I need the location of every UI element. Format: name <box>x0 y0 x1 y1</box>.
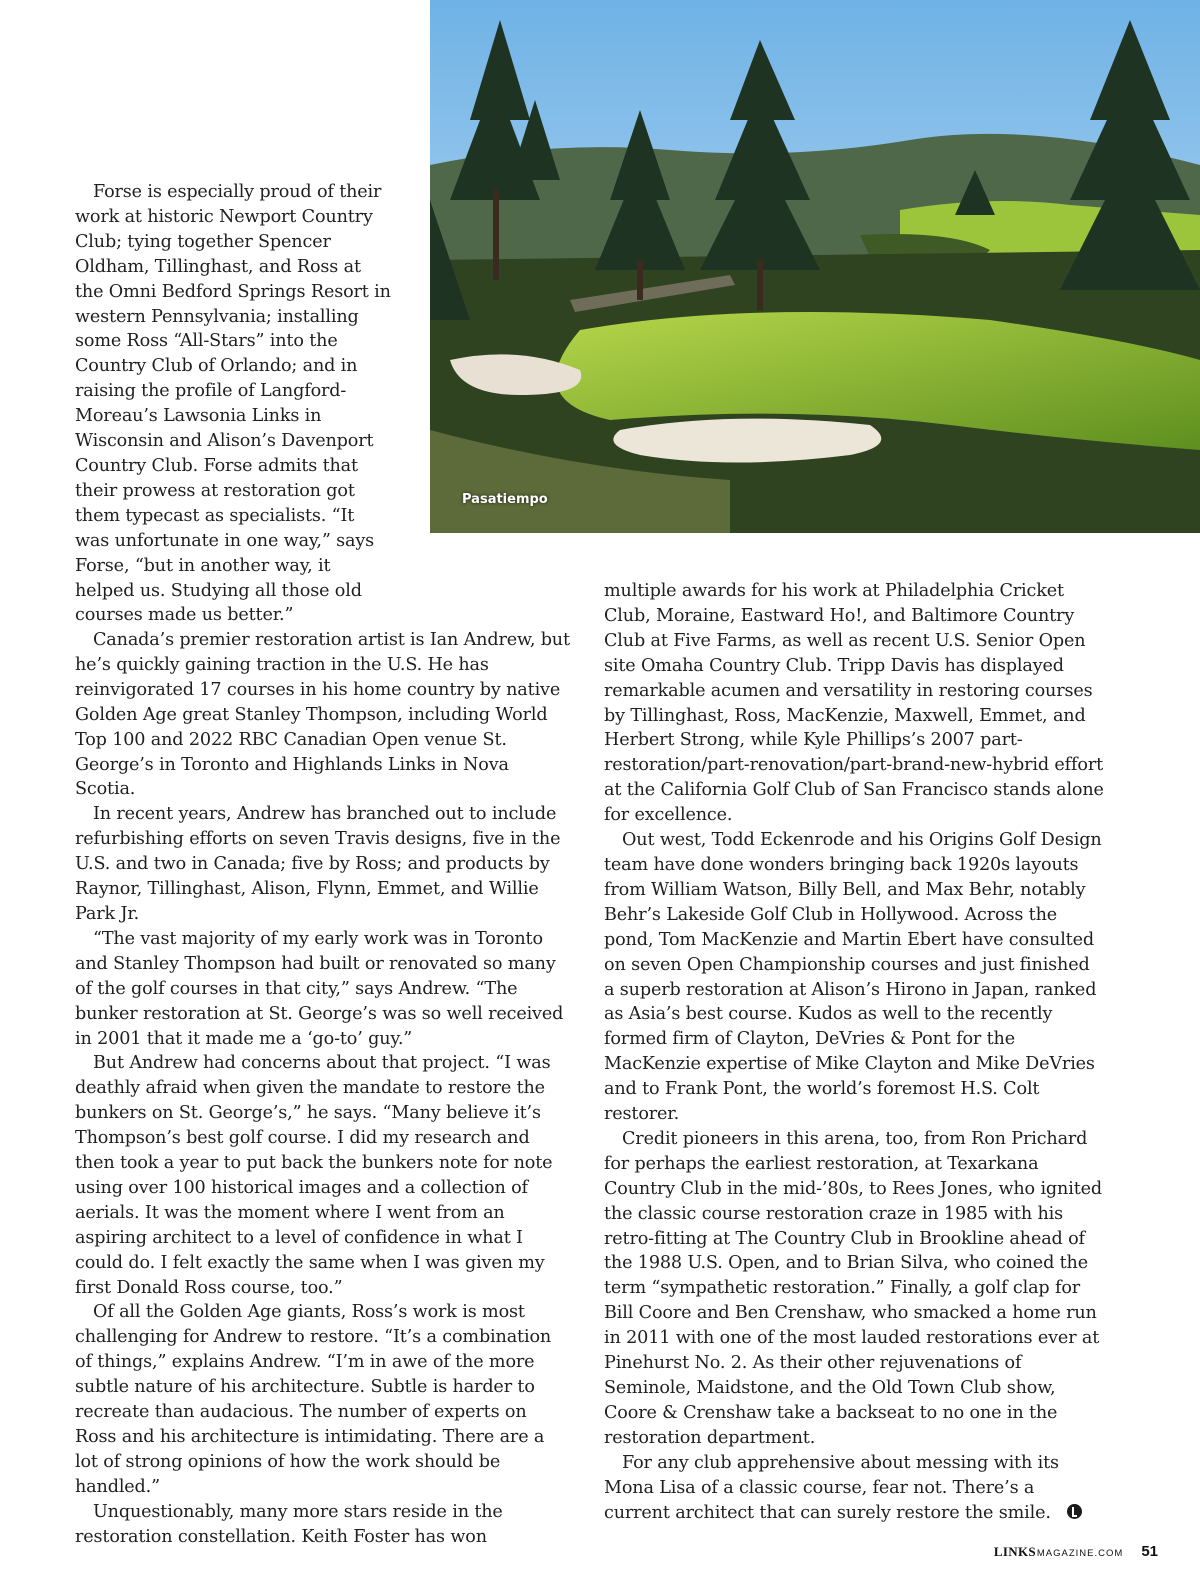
article-column-c <box>604 579 1104 1525</box>
paragraph: multiple awards for his work at Philadelphia Cricket Club, Moraine, Eastward Ho!, and Baltimore Country Club at Five Farms, as well as recent U.S. Senior Open site Omaha Country Club. Tripp Davis has displayed remarkable acumen and versatility in restoring courses by Tillinghast, Ross, MacKenzie, Maxwell, Emmet, and Herbert Strong, while Kyle Phillips’s 2007 part-restoration/part-renovation/part-brand-new-hybrid effort at the California Golf Club of San Francisco stands alone for excellence. <box>604 581 1104 826</box>
paragraph: Forse is especially proud of their work at historic Newport Country Club; tying together Spencer Oldham, Tillinghast, and Ross at the Omni Bedford Springs Resort in western Pennsylvania; installing some Ross “All-Stars” into the Country Club of Orlando; and in raising the profile of Langford-Moreau’s Lawsonia Links in Wisconsin and Alison’s Davenport Country Club. Forse admits that their prowess at restoration got them typecast as specialists. “It was unfortunate in one way,” says Forse, “but in another way, it helped us. Studying all those old courses made us better.” <box>75 182 391 626</box>
paragraph: Canada’s premier restoration artist is Ian Andrew, but he’s quickly gaining traction in the U.S. He has reinvigorated 17 courses in his home country by native Golden Age great Stanley Thompson, including World Top 100 and 2022 RBC Canadian Open venue St. George’s in Toronto and Highlands Links in Nova Scotia. <box>75 630 570 800</box>
paragraph: Out west, Todd Eckenrode and his Origins Golf Design team have done wonders bringing back 1920s layouts from William Watson, Billy Bell, and Max Behr, notably Behr’s Lakeside Golf Club in Hollywood. Across the pond, Tom MacKenzie and Martin Ebert have consulted on seven Open Championship courses and just finished a superb restoration at Alison’s Hirono in Japan, ranked as Asia’s best course. Kudos as well to the recently formed firm of Clayton, DeVries & Pont for the MacKenzie expertise of Mike Clayton and Mike DeVries and to Frank Pont, the world’s foremost H.S. Colt restorer. <box>604 830 1102 1125</box>
links-end-mark-icon <box>1067 1504 1082 1519</box>
golf-course-illustration <box>430 0 1200 533</box>
article-column-b <box>75 628 571 1550</box>
paragraph-text: For any club apprehensive about messing with its Mona Lisa of a classic course, fear not. There’s a current architect that can surely restore the smile. <box>604 1452 1059 1523</box>
paragraph-last <box>604 1451 1104 1526</box>
page-number: 51 <box>1141 1543 1158 1560</box>
paragraph: In recent years, Andrew has branched out to include refurbishing efforts on seven Travis designs, five in the U.S. and two in Canada; five by Ross; and products by Raynor, Tillinghast, Alison, Flynn, Emmet, and Willie Park Jr. <box>75 804 561 924</box>
article-column-a <box>75 180 393 628</box>
paragraph: Of all the Golden Age giants, Ross’s work is most challenging for Andrew to restore. “It’s a combination of things,” explains Andrew. “I’m in awe of the more subtle nature of his architecture. Subtle is harder to recreate than audacious. The number of experts on Ross and his architecture is intimidating. There are a lot of strong opinions of how the work should be handled.” <box>75 1302 552 1497</box>
paragraph: Credit pioneers in this arena, too, from Ron Prichard for perhaps the earliest restoration, at Texarkana Country Club in the mid-’80s, to Rees Jones, who ignited the classic course restoration craze in 1985 with his retro-fitting at The Country Club in Brookline ahead of the 1988 U.S. Open, and to Brian Silva, who coined the term “sympathetic restoration.” Finally, a golf clap for Bill Coore and Ben Crenshaw, who smacked a home run in 2011 with one of the most lauded restorations ever at Pinehurst No. 2. As their other rejuvenations of Seminole, Maidstone, and the Old Town Club show, Coore & Crenshaw take a backseat to no one in the restoration department. <box>604 1128 1102 1448</box>
page-footer <box>994 1543 1158 1560</box>
magazine-name: LINKS <box>993 1544 1036 1559</box>
paragraph: “The vast majority of my early work was in Toronto and Stanley Thompson had built or renovated so many of the golf courses in that city,” says Andrew. “The bunker restoration at St. George’s was so well received in 2001 that it made me a ‘go-to’ guy.” <box>75 928 564 1049</box>
photo-caption: Pasatiempo <box>462 492 548 507</box>
golf-course-photo <box>430 0 1200 533</box>
paragraph: Unquestionably, many more stars reside in the restoration constellation. Keith Foster has won <box>75 1501 503 1547</box>
paragraph: But Andrew had concerns about that project. “I was deathly afraid when given the mandate to restore the bunkers on St. George’s,” he says. “Many believe it’s Thompson’s best golf course. I did my research and then took a year to put back the bunkers note for note using over 100 historical images and a collection of aerials. It was the moment where I went from an aspiring architect to a level of confidence in what I could do. I felt exactly the same when I was given my first Donald Ross course, too.” <box>75 1053 553 1298</box>
magazine-domain: MAGAZINE.COM <box>1036 1548 1124 1559</box>
